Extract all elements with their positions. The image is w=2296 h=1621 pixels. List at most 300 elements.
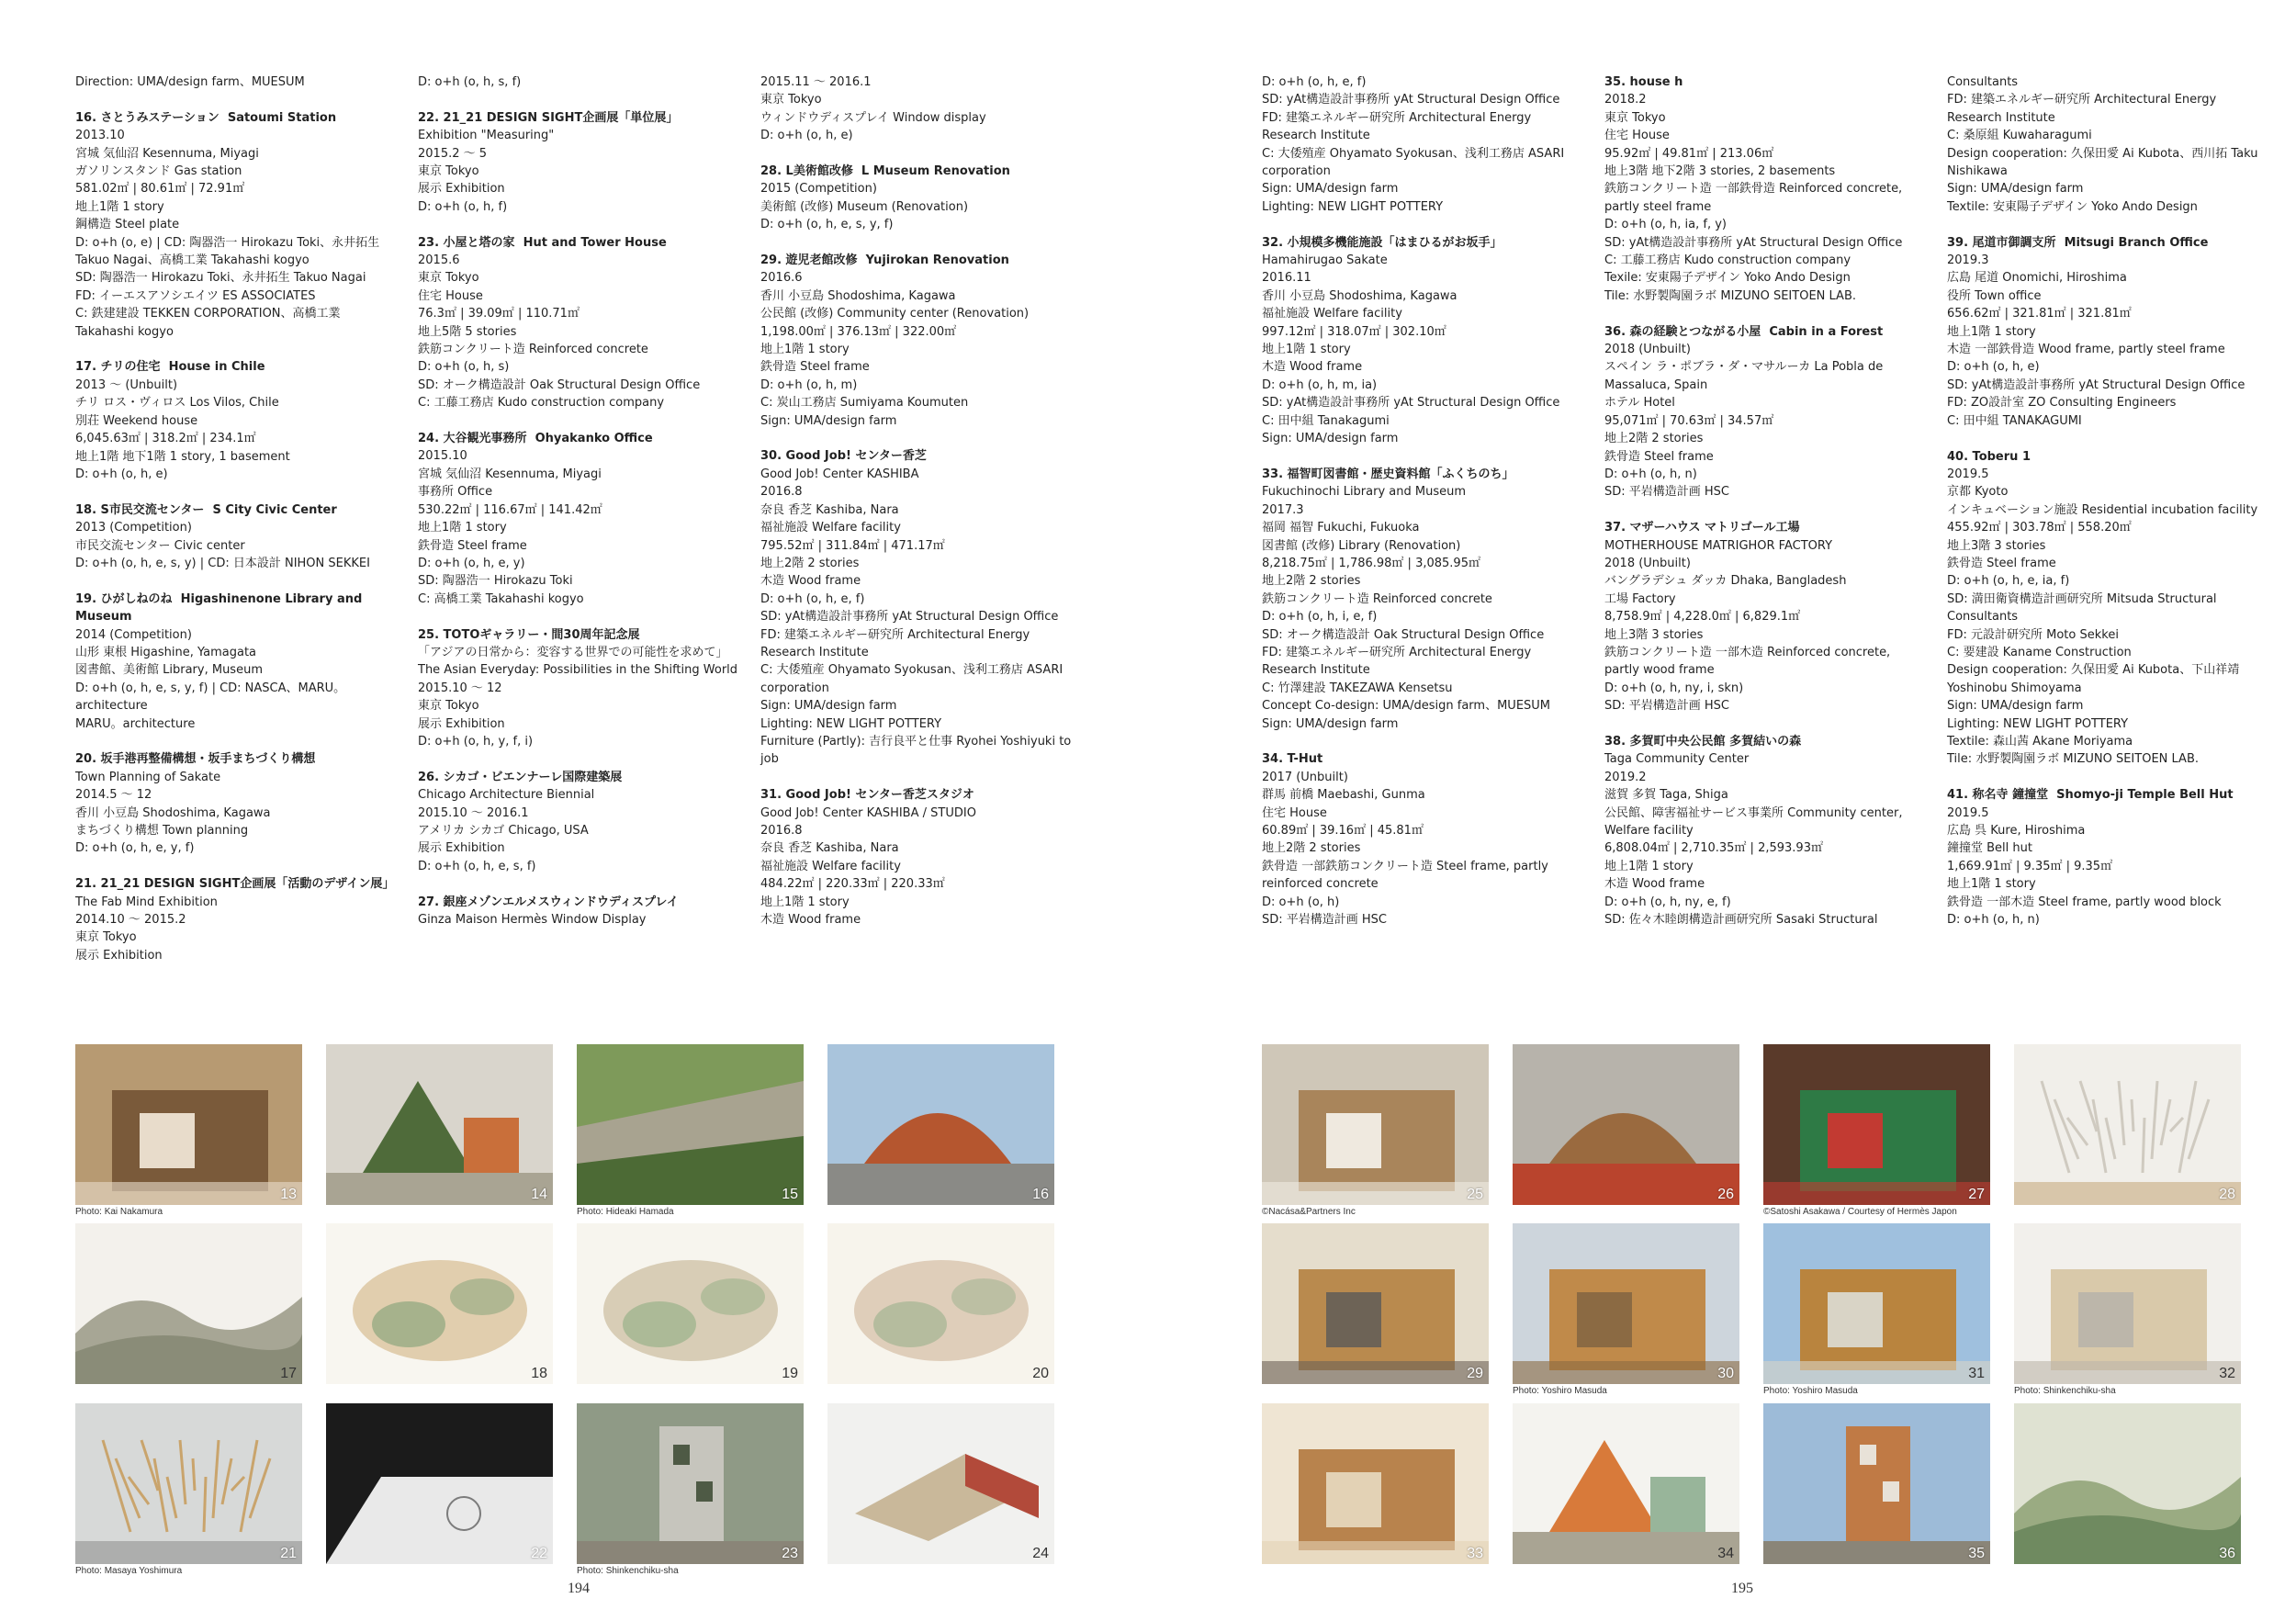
photo-image xyxy=(1763,1403,1990,1564)
project-detail-line: 鉄筋コンクリート造 一部鉄骨造 Reinforced concrete, xyxy=(1604,182,1903,197)
project-detail-line: 2017.3 xyxy=(1262,502,1304,517)
project-detail-line: 656.62㎡ | 321.81㎡ | 321.81㎡ xyxy=(1947,307,2132,321)
project-detail-line: 484.22㎡ | 220.33㎡ | 220.33㎡ xyxy=(760,877,945,892)
project-detail-line: 鉄筋コンクリート造 Reinforced concrete xyxy=(1262,591,1492,606)
project-detail-line: C: 要建設 Kaname Construction xyxy=(1947,645,2132,659)
project-detail-line: 広島 尾道 Onomichi, Hiroshima xyxy=(1947,271,2127,286)
project-detail-line: 2016.8 xyxy=(760,485,803,500)
page-number-left: 194 xyxy=(568,1581,590,1596)
project-title: 33. 福智町図書館・歴史資料館「ふくちのち」 xyxy=(1262,467,1514,481)
photo-number: 30 xyxy=(1717,1366,1734,1381)
photo-credit: ©Nacása&Partners Inc xyxy=(1262,1207,1356,1217)
project-detail-line: 滋賀 多賀 Taga, Shiga xyxy=(1604,788,1728,803)
project-detail-line: 宮城 気仙沼 Kesennuma, Miyagi xyxy=(75,146,259,161)
project-title: 38. 多賀町中央公民館 多賀結いの森 xyxy=(1604,734,1802,749)
project-detail-line: 2019.5 xyxy=(1947,805,1989,820)
project-detail-line: SD: 満田衛資構造計画研究所 Mitsuda Structural xyxy=(1947,591,2217,606)
project-detail-line: D: o+h (o, h, e, y, f) xyxy=(75,841,195,856)
project-detail-line: 2015.2 〜 5 xyxy=(418,146,488,161)
project-detail-line: 京都 Kyoto xyxy=(1947,485,2009,500)
project-detail-line: Texile: 安東陽子デザイン Yoko Ando Design xyxy=(1604,271,1851,286)
project-detail-line: D: o+h (o, h, e) xyxy=(760,129,853,143)
project-detail-line: 福祉施設 Welfare facility xyxy=(760,859,901,873)
project-detail-line: SD: 陶器浩一 Hirokazu Toki xyxy=(418,574,573,589)
project-detail-line: C: 田中組 TANAKAGUMI xyxy=(1947,413,2082,428)
photo-36 xyxy=(2014,1403,2241,1564)
project-detail-line: 展示 Exhibition xyxy=(75,948,163,962)
project-detail-line: Sign: UMA/design farm xyxy=(1262,182,1399,197)
photo-number: 17 xyxy=(280,1366,297,1381)
photo-18 xyxy=(326,1223,553,1384)
photo-image xyxy=(827,1044,1054,1205)
project-detail-line: Research Institute xyxy=(1262,129,1370,143)
project-detail-line: 530.22㎡ | 116.67㎡ | 141.42㎡ xyxy=(418,502,602,517)
project-detail-line: Lighting: NEW LIGHT POTTERY xyxy=(760,716,942,731)
photo-24 xyxy=(827,1403,1054,1564)
project-detail-line: Good Job! Center KASHIBA / STUDIO xyxy=(760,805,976,820)
project-detail-line: MOTHERHOUSE MATRIGHOR FACTORY xyxy=(1604,538,1833,553)
project-detail-line: SD: 平岩構造計画 HSC xyxy=(1262,913,1388,928)
project-detail-line: FD: イーエスアソシエイツ ES ASSOCIATES xyxy=(75,288,316,303)
project-detail-line: 役所 Town office xyxy=(1947,288,2042,303)
project-detail-line: 鉄筋コンクリート造 Reinforced concrete xyxy=(418,343,648,357)
project-detail-line: ホテル Hotel xyxy=(1604,396,1675,411)
project-detail-line: 木造 Wood frame xyxy=(1604,877,1705,892)
project-detail-line: インキュベーション施設 Residential incubation facility xyxy=(1947,502,2258,517)
project-detail-line: C: 竹澤建設 TAKEZAWA Kensetsu xyxy=(1262,681,1453,695)
project-detail-line: 木造 Wood frame xyxy=(760,913,861,928)
project-detail-line: Takuo Nagai、高橋工業 Takahashi kogyo xyxy=(75,253,310,268)
photo-number: 18 xyxy=(531,1366,547,1381)
photo-image xyxy=(1262,1403,1489,1564)
project-detail-line: 地上5階 5 stories xyxy=(418,324,517,339)
project-detail-line: Consultants xyxy=(1947,75,2019,89)
project-detail-line: C: 工藤工務店 Kudo construction company xyxy=(1604,253,1851,268)
photo-image xyxy=(1262,1044,1489,1205)
project-detail-line: ガソリンスタンド Gas station xyxy=(75,164,242,179)
photo-number: 22 xyxy=(531,1546,547,1561)
project-detail-line: D: o+h (o, h, e, s, f) xyxy=(418,859,536,873)
project-title: 22. 21_21 DESIGN SIGHT企画展「単位展」 xyxy=(418,110,679,125)
project-title: 34. T-Hut xyxy=(1262,752,1323,767)
project-detail-line: 鉄骨造 一部木造 Steel frame, partly wood block xyxy=(1947,895,2222,909)
project-detail-line: 群馬 前橋 Maebashi, Gunma xyxy=(1262,788,1425,803)
photo-number: 25 xyxy=(1467,1187,1483,1202)
project-title: 25. TOTOギャラリー・間30周年記念展 xyxy=(418,627,640,642)
project-detail-line: 奈良 香芝 Kashiba, Nara xyxy=(760,841,899,856)
photo-number: 26 xyxy=(1717,1187,1734,1202)
photo-credit: Photo: Kai Nakamura xyxy=(75,1207,163,1217)
photo-number: 15 xyxy=(782,1187,798,1202)
project-detail-line: D: o+h (o, h, f) xyxy=(418,199,508,214)
project-detail-line: 地上1階 1 story xyxy=(760,343,850,357)
project-detail-line: 地上2階 2 stories xyxy=(760,556,860,570)
project-detail-line: チリ ロス・ヴィロス Los Vilos, Chile xyxy=(75,396,279,411)
project-title: 24. 大谷観光事務所 Ohyakanko Office xyxy=(418,432,653,446)
photo-image xyxy=(75,1044,302,1205)
project-detail-line: 2019.3 xyxy=(1947,253,1989,268)
photo-19 xyxy=(577,1223,804,1384)
project-detail-line: 2019.2 xyxy=(1604,770,1647,784)
photo-number: 14 xyxy=(531,1187,547,1202)
photo-14 xyxy=(326,1044,553,1205)
project-detail-line: 展示 Exhibition xyxy=(418,716,505,731)
project-detail-line: Ginza Maison Hermès Window Display xyxy=(418,913,647,927)
project-title: 36. 森の経験とつながる小屋 Cabin in a Forest xyxy=(1604,324,1884,339)
project-detail-line: 木造 Wood frame xyxy=(1262,360,1363,375)
photo-image xyxy=(577,1223,804,1384)
project-detail-line: 2018.2 xyxy=(1604,93,1647,107)
project-detail-line: Nishikawa xyxy=(1947,164,2008,179)
photo-image xyxy=(1513,1044,1739,1205)
project-detail-line: Research Institute xyxy=(1947,110,2055,125)
photo-image xyxy=(2014,1403,2241,1564)
project-title: 23. 小屋と塔の家 Hut and Tower House xyxy=(418,235,667,250)
project-detail-line: SD: yAt構造設計事務所 yAt Structural Design Office xyxy=(1604,235,1903,250)
project-detail-line: Sign: UMA/design farm xyxy=(1947,699,2084,714)
project-detail-line: Welfare facility xyxy=(1604,824,1694,839)
project-detail-line: The Asian Everyday: Possibilities in the Shifting World xyxy=(418,663,738,678)
photo-number: 33 xyxy=(1467,1546,1483,1561)
project-detail-line: SD: 佐々木睦朗構造計画研究所 Sasaki Structural xyxy=(1604,913,1878,928)
project-detail-line: 木造 一部鉄骨造 Wood frame, partly steel frame xyxy=(1947,343,2225,357)
project-detail-line: 2015.11 〜 2016.1 xyxy=(760,75,872,89)
project-detail-line: 581.02㎡ | 80.61㎡ | 72.91㎡ xyxy=(75,182,245,197)
project-detail-line: D: o+h (o, h, i, e, f) xyxy=(1262,610,1378,625)
project-detail-line: 2014.5 〜 12 xyxy=(75,788,152,803)
project-detail-line: Textile: 森山茜 Akane Moriyama xyxy=(1947,735,2133,749)
photo-image xyxy=(75,1403,302,1564)
project-detail-line: 2015.10 xyxy=(418,449,467,464)
project-detail-line: 住宅 House xyxy=(1604,129,1670,143)
project-detail-line: corporation xyxy=(760,681,829,695)
project-title: 37. マザーハウス マトリゴール工場 xyxy=(1604,521,1800,535)
project-detail-line: 別荘 Weekend house xyxy=(75,413,198,428)
project-detail-line: 木造 Wood frame xyxy=(760,574,861,589)
project-detail-line: 6,045.63㎡ | 318.2㎡ | 234.1㎡ xyxy=(75,432,256,446)
project-detail-line: 2015 (Competition) xyxy=(760,182,877,197)
project-detail-line: D: o+h (o, h, m) xyxy=(760,377,858,392)
photo-31 xyxy=(1763,1223,1990,1384)
photo-number: 21 xyxy=(280,1546,297,1561)
photo-number: 24 xyxy=(1032,1546,1049,1561)
project-detail-line: FD: ZO設計室 ZO Consulting Engineers xyxy=(1947,396,2177,411)
project-title: 39. 尾道市御調支所 Mitsugi Branch Office xyxy=(1947,235,2209,250)
project-detail-line: 2017 (Unbuilt) xyxy=(1262,770,1348,784)
project-detail-line: FD: 建築エネルギー研究所 Architectural Energy xyxy=(1262,110,1532,125)
project-detail-line: SD: 平岩構造計画 HSC xyxy=(1604,485,1730,500)
project-detail-line: 2015.6 xyxy=(418,253,460,268)
project-detail-line: 展示 Exhibition xyxy=(418,841,505,856)
project-title: 20. 坂手港再整備構想・坂手まちづくり構想 xyxy=(75,752,316,767)
project-detail-line: FD: 建築エネルギー研究所 Architectural Energy xyxy=(1262,645,1532,659)
project-title: 16. さとうみステーション Satoumi Station xyxy=(75,110,337,125)
project-detail-line: The Fab Mind Exhibition xyxy=(75,895,218,909)
project-detail-line: partly wood frame xyxy=(1604,663,1715,678)
project-detail-line: 2013 〜 (Unbuilt) xyxy=(75,377,178,392)
photo-image xyxy=(827,1403,1054,1564)
project-detail-line: スペイン ラ・ポブラ・ダ・マサルーカ La Pobla de xyxy=(1604,360,1884,375)
project-detail-line: 東京 Tokyo xyxy=(760,93,822,107)
project-detail-line: Research Institute xyxy=(760,645,869,659)
project-detail-line: 鋼構造 Steel plate xyxy=(75,218,180,232)
project-title: 40. Toberu 1 xyxy=(1947,449,2031,464)
project-detail-line: 美術館 (改修) Museum (Renovation) xyxy=(760,199,969,214)
photo-image xyxy=(1763,1044,1990,1205)
project-title: 29. 遊児老館改修 Yujirokan Renovation xyxy=(760,253,1009,268)
project-detail-line: C: 鉄建建設 TEKKEN CORPORATION、高橋工業 xyxy=(75,307,341,321)
project-detail-line: D: o+h (o, h, e) xyxy=(1947,360,2040,375)
photo-credit: Photo: Yoshiro Masuda xyxy=(1763,1386,1858,1396)
project-detail-line: 2013 (Competition) xyxy=(75,521,192,535)
project-detail-line: C: 大倭殖産 Ohyamato Syokusan、浅利工務店 ASARI xyxy=(1262,146,1565,161)
photo-credit: ©Satoshi Asakawa / Courtesy of Hermès Japon xyxy=(1763,1207,1957,1217)
project-detail-line: 鉄骨造 Steel frame xyxy=(760,360,870,375)
project-detail-line: 76.3㎡ | 39.09㎡ | 110.71㎡ xyxy=(418,307,580,321)
photo-16 xyxy=(827,1044,1054,1205)
project-detail-line: 福祉施設 Welfare facility xyxy=(1262,307,1402,321)
project-detail-line: アメリカ シカゴ Chicago, USA xyxy=(418,823,589,838)
project-detail-line: 2018 (Unbuilt) xyxy=(1604,556,1691,570)
photo-image xyxy=(1262,1223,1489,1384)
project-detail-line: 鉄骨造 Steel frame xyxy=(1604,449,1714,464)
project-title: 27. 銀座メゾンエルメスウィンドウディスプレイ xyxy=(418,895,679,909)
photo-image xyxy=(1513,1223,1739,1384)
project-detail-line: Consultants xyxy=(1947,610,2019,625)
project-detail-line: Fukuchinochi Library and Museum xyxy=(1262,485,1467,500)
project-detail-line: 地上1階 1 story xyxy=(760,895,850,909)
project-detail-line: 東京 Tokyo xyxy=(1604,110,1666,125)
project-detail-line: 図書館、美術館 Library, Museum xyxy=(75,663,263,678)
project-detail-line: 60.89㎡ | 39.16㎡ | 45.81㎡ xyxy=(1262,824,1424,839)
project-detail-line: 2014 (Competition) xyxy=(75,627,192,642)
project-detail-line: Tile: 水野製陶園ラボ MIZUNO SEITOEN LAB. xyxy=(1604,288,1856,303)
photo-image xyxy=(577,1044,804,1205)
project-detail-line: SD: オーク構造設計 Oak Structural Design Office xyxy=(418,377,701,392)
project-title: 32. 小規模多機能施設「はまひるがお坂手」 xyxy=(1262,235,1503,250)
project-title: 30. Good Job! センター香芝 xyxy=(760,449,927,464)
project-detail-line: Exhibition "Measuring" xyxy=(418,129,555,143)
project-detail-line: 地上1階 1 story xyxy=(75,199,164,214)
project-detail-line: SD: yAt構造設計事務所 yAt Structural Design Office xyxy=(1947,377,2245,392)
project-detail-line: バングラデシュ ダッカ Dhaka, Bangladesh xyxy=(1604,574,1847,589)
project-detail-line: 2016.8 xyxy=(760,824,803,838)
project-detail-line: D: o+h (o, h, y, f, i) xyxy=(418,734,534,749)
project-detail-line: D: o+h (o, h, e, s, y, f) | CD: NASCA、MARU。architecture xyxy=(75,681,346,714)
project-detail-line: D: o+h (o, h, ny, i, skn) xyxy=(1604,681,1744,695)
project-detail-line: 鐘撞堂 Bell hut xyxy=(1947,841,2032,856)
project-detail-line: 2016.6 xyxy=(760,271,803,286)
project-detail-line: reinforced concrete xyxy=(1262,877,1379,892)
project-detail-line: Sign: UMA/design farm xyxy=(1947,182,2084,197)
project-detail-line: 工場 Factory xyxy=(1604,591,1676,606)
project-title: 31. Good Job! センター香芝スタジオ xyxy=(760,788,974,803)
project-detail-line: Direction: UMA/design farm、MUESUM xyxy=(75,75,305,89)
project-detail-line: partly steel frame xyxy=(1604,199,1712,214)
page-number-right: 195 xyxy=(1731,1581,1753,1596)
project-detail-line: C: 工藤工務店 Kudo construction company xyxy=(418,396,665,411)
project-detail-line: Textile: 安東陽子デザイン Yoko Ando Design xyxy=(1947,199,2198,214)
project-title: 19. ひがしねのね Higashinenone Library and Museum xyxy=(75,591,366,625)
project-detail-line: Research Institute xyxy=(1262,663,1370,678)
project-detail-line: 奈良 香芝 Kashiba, Nara xyxy=(760,502,899,517)
project-detail-line: D: o+h (o, h, s) xyxy=(418,360,510,375)
project-detail-line: 1,669.91㎡ | 9.35㎡ | 9.35㎡ xyxy=(1947,859,2113,873)
project-detail-line: 山形 東根 Higashine, Yamagata xyxy=(75,645,257,659)
project-detail-line: FD: 元設計研究所 Moto Sekkei xyxy=(1947,627,2119,642)
photo-25 xyxy=(1262,1044,1489,1205)
photo-image xyxy=(326,1223,553,1384)
photo-23 xyxy=(577,1403,804,1564)
project-detail-line: 8,218.75㎡ | 1,786.98㎡ | 3,085.95㎡ xyxy=(1262,556,1480,570)
photo-image xyxy=(326,1403,553,1564)
project-detail-line: 95.92㎡ | 49.81㎡ | 213.06㎡ xyxy=(1604,146,1774,161)
photo-26 xyxy=(1513,1044,1739,1205)
project-detail-line: 2016.11 xyxy=(1262,271,1311,286)
photo-credit: Photo: Shinkenchiku-sha xyxy=(2014,1386,2116,1396)
project-detail-line: 地上1階 地下1階 1 story, 1 basement xyxy=(75,449,290,464)
photo-image xyxy=(326,1044,553,1205)
project-detail-line: 地上3階 3 stories xyxy=(1604,627,1704,642)
photo-22 xyxy=(326,1403,553,1564)
photo-33 xyxy=(1262,1403,1489,1564)
project-detail-line: D: o+h (o, h, e) xyxy=(75,467,168,481)
photo-credit: Photo: Hideaki Hamada xyxy=(577,1207,674,1217)
project-detail-line: 2015.10 〜 2016.1 xyxy=(418,805,529,820)
project-detail-line: D: o+h (o, h, e, s, y, f) xyxy=(760,218,894,232)
photo-13 xyxy=(75,1044,302,1205)
photo-17 xyxy=(75,1223,302,1384)
project-detail-line: 東京 Tokyo xyxy=(75,930,137,945)
project-detail-line: D: o+h (o, h, ia, f, y) xyxy=(1604,218,1727,232)
project-detail-line: 1,198.00㎡ | 376.13㎡ | 322.00㎡ xyxy=(760,324,957,339)
project-detail-line: C: 桑原組 Kuwaharagumi xyxy=(1947,129,2092,143)
project-detail-line: C: 炭山工務店 Sumiyama Koumuten xyxy=(760,396,969,411)
project-detail-line: 公民館 (改修) Community center (Renovation) xyxy=(760,307,1030,321)
project-title: 35. house h xyxy=(1604,75,1683,89)
project-detail-line: 地上1階 1 story xyxy=(1947,877,2036,892)
project-detail-line: D: o+h (o, h) xyxy=(1262,895,1340,909)
project-detail-line: MARU。architecture xyxy=(75,716,196,731)
photo-image xyxy=(827,1223,1054,1384)
project-detail-line: SD: yAt構造設計事務所 yAt Structural Design Office xyxy=(1262,396,1560,411)
project-detail-line: Taga Community Center xyxy=(1604,752,1750,767)
photo-image xyxy=(75,1223,302,1384)
project-detail-line: Yoshinobu Shimoyama xyxy=(1947,681,2082,695)
project-detail-line: 鉄骨造 Steel frame xyxy=(1947,556,2056,570)
project-detail-line: 地上2階 2 stories xyxy=(1604,432,1704,446)
project-detail-line: 地上2階 2 stories xyxy=(1262,574,1361,589)
project-detail-line: 鉄骨造 一部鉄筋コンクリート造 Steel frame, partly xyxy=(1262,859,1548,873)
project-detail-line: Sign: UMA/design farm xyxy=(1262,716,1399,731)
project-detail-line: Chicago Architecture Biennial xyxy=(418,788,595,803)
project-detail-line: FD: 建築エネルギー研究所 Architectural Energy xyxy=(760,627,1030,642)
project-detail-line: Good Job! Center KASHIBA xyxy=(760,467,919,481)
project-detail-line: Sign: UMA/design farm xyxy=(760,699,897,714)
project-detail-line: Lighting: NEW LIGHT POTTERY xyxy=(1947,716,2129,731)
photo-credit: Photo: Shinkenchiku-sha xyxy=(577,1566,679,1576)
project-detail-line: 東京 Tokyo xyxy=(418,699,479,714)
photo-number: 34 xyxy=(1717,1546,1734,1561)
project-detail-line: Hamahirugao Sakate xyxy=(1262,253,1388,268)
photo-21 xyxy=(75,1403,302,1564)
project-detail-line: D: o+h (o, e) | CD: 陶器浩一 Hirokazu Toki、永井拓生 xyxy=(75,235,380,250)
project-detail-line: SD: yAt構造設計事務所 yAt Structural Design Office xyxy=(760,610,1059,625)
project-detail-line: 市民交流センター Civic center xyxy=(75,538,245,553)
project-detail-line: SD: yAt構造設計事務所 yAt Structural Design Office xyxy=(1262,93,1560,107)
photo-30 xyxy=(1513,1223,1739,1384)
project-detail-line: corporation xyxy=(1262,164,1331,179)
project-detail-line: D: o+h (o, h, e, s, y) | CD: 日本設計 NIHON SEKKEI xyxy=(75,556,370,570)
project-detail-line: SD: 陶器浩一 Hirokazu Toki、永井拓生 Takuo Nagai xyxy=(75,271,366,286)
project-detail-line: Lighting: NEW LIGHT POTTERY xyxy=(1262,199,1444,214)
project-detail-line: 2013.10 xyxy=(75,129,125,143)
project-detail-line: 住宅 House xyxy=(418,288,483,303)
photo-image xyxy=(2014,1044,2241,1205)
project-detail-line: C: 大倭殖産 Ohyamato Syokusan、浅利工務店 ASARI xyxy=(760,663,1064,678)
project-detail-line: Sign: UMA/design farm xyxy=(1262,432,1399,446)
project-detail-line: Massaluca, Spain xyxy=(1604,377,1708,392)
photo-image xyxy=(2014,1223,2241,1384)
photo-number: 35 xyxy=(1968,1546,1985,1561)
photo-number: 31 xyxy=(1968,1366,1985,1381)
project-detail-line: Town Planning of Sakate xyxy=(75,770,221,784)
project-title: 18. S市民交流センター S City Civic Center xyxy=(75,502,337,517)
project-detail-line: Sign: UMA/design farm xyxy=(760,413,897,428)
photo-number: 29 xyxy=(1467,1366,1483,1381)
project-detail-line: D: o+h (o, h, n) xyxy=(1604,467,1697,481)
project-detail-line: 福岡 福智 Fukuchi, Fukuoka xyxy=(1262,521,1420,535)
project-detail-line: 2018 (Unbuilt) xyxy=(1604,343,1691,357)
project-detail-line: 香川 小豆島 Shodoshima, Kagawa xyxy=(760,288,956,303)
photo-28 xyxy=(2014,1044,2241,1205)
photo-number: 13 xyxy=(280,1187,297,1202)
photo-number: 20 xyxy=(1032,1366,1049,1381)
photo-20 xyxy=(827,1223,1054,1384)
photo-image xyxy=(577,1403,804,1564)
project-detail-line: D: o+h (o, h, e, f) xyxy=(1262,75,1367,89)
project-detail-line: D: o+h (o, h, e, f) xyxy=(760,591,865,606)
project-detail-line: まちづくり構想 Town planning xyxy=(75,823,249,838)
project-detail-line: SD: オーク構造設計 Oak Structural Design Office xyxy=(1262,627,1545,642)
project-detail-line: D: o+h (o, h, e, ia, f) xyxy=(1947,574,2070,589)
photo-number: 19 xyxy=(782,1366,798,1381)
project-detail-line: SD: 平岩構造計画 HSC xyxy=(1604,699,1730,714)
project-detail-line: FD: 建築エネルギー研究所 Architectural Energy xyxy=(1947,93,2217,107)
project-detail-line: 地上1階 1 story xyxy=(1604,859,1694,873)
project-detail-line: D: o+h (o, h, n) xyxy=(1947,913,2040,928)
photo-number: 27 xyxy=(1968,1187,1985,1202)
project-detail-line: Takahashi kogyo xyxy=(75,324,174,339)
project-detail-line: C: 高橋工業 Takahashi kogyo xyxy=(418,591,584,606)
project-title: 26. シカゴ・ビエンナーレ国際建築展 xyxy=(418,770,623,784)
photo-number: 16 xyxy=(1032,1187,1049,1202)
project-detail-line: 公民館、障害福祉サービス事業所 Community center, xyxy=(1604,805,1903,820)
project-detail-line: 地上1階 1 story xyxy=(1262,343,1351,357)
project-detail-line: 図書館 (改修) Library (Renovation) xyxy=(1262,538,1461,553)
project-title: 28. L美術館改修 L Museum Renovation xyxy=(760,164,1010,179)
project-detail-line: 東京 Tokyo xyxy=(418,164,479,179)
project-detail-line: 6,808.04㎡ | 2,710.35㎡ | 2,593.93㎡ xyxy=(1604,841,1823,856)
project-detail-line: 455.92㎡ | 303.78㎡ | 558.20㎡ xyxy=(1947,521,2132,535)
project-detail-line: 鉄筋コンクリート造 一部木造 Reinforced concrete, xyxy=(1604,645,1891,659)
project-detail-line: ウィンドウディスプレイ Window display xyxy=(760,110,986,125)
project-detail-line: 2014.10 〜 2015.2 xyxy=(75,913,186,927)
project-title: 17. チリの住宅 House in Chile xyxy=(75,360,265,375)
project-detail-line: D: o+h (o, h, s, f) xyxy=(418,75,522,89)
project-detail-line: 2015.10 〜 12 xyxy=(418,681,502,695)
project-title: 21. 21_21 DESIGN SIGHT企画展「活動のデザイン展」 xyxy=(75,877,395,892)
